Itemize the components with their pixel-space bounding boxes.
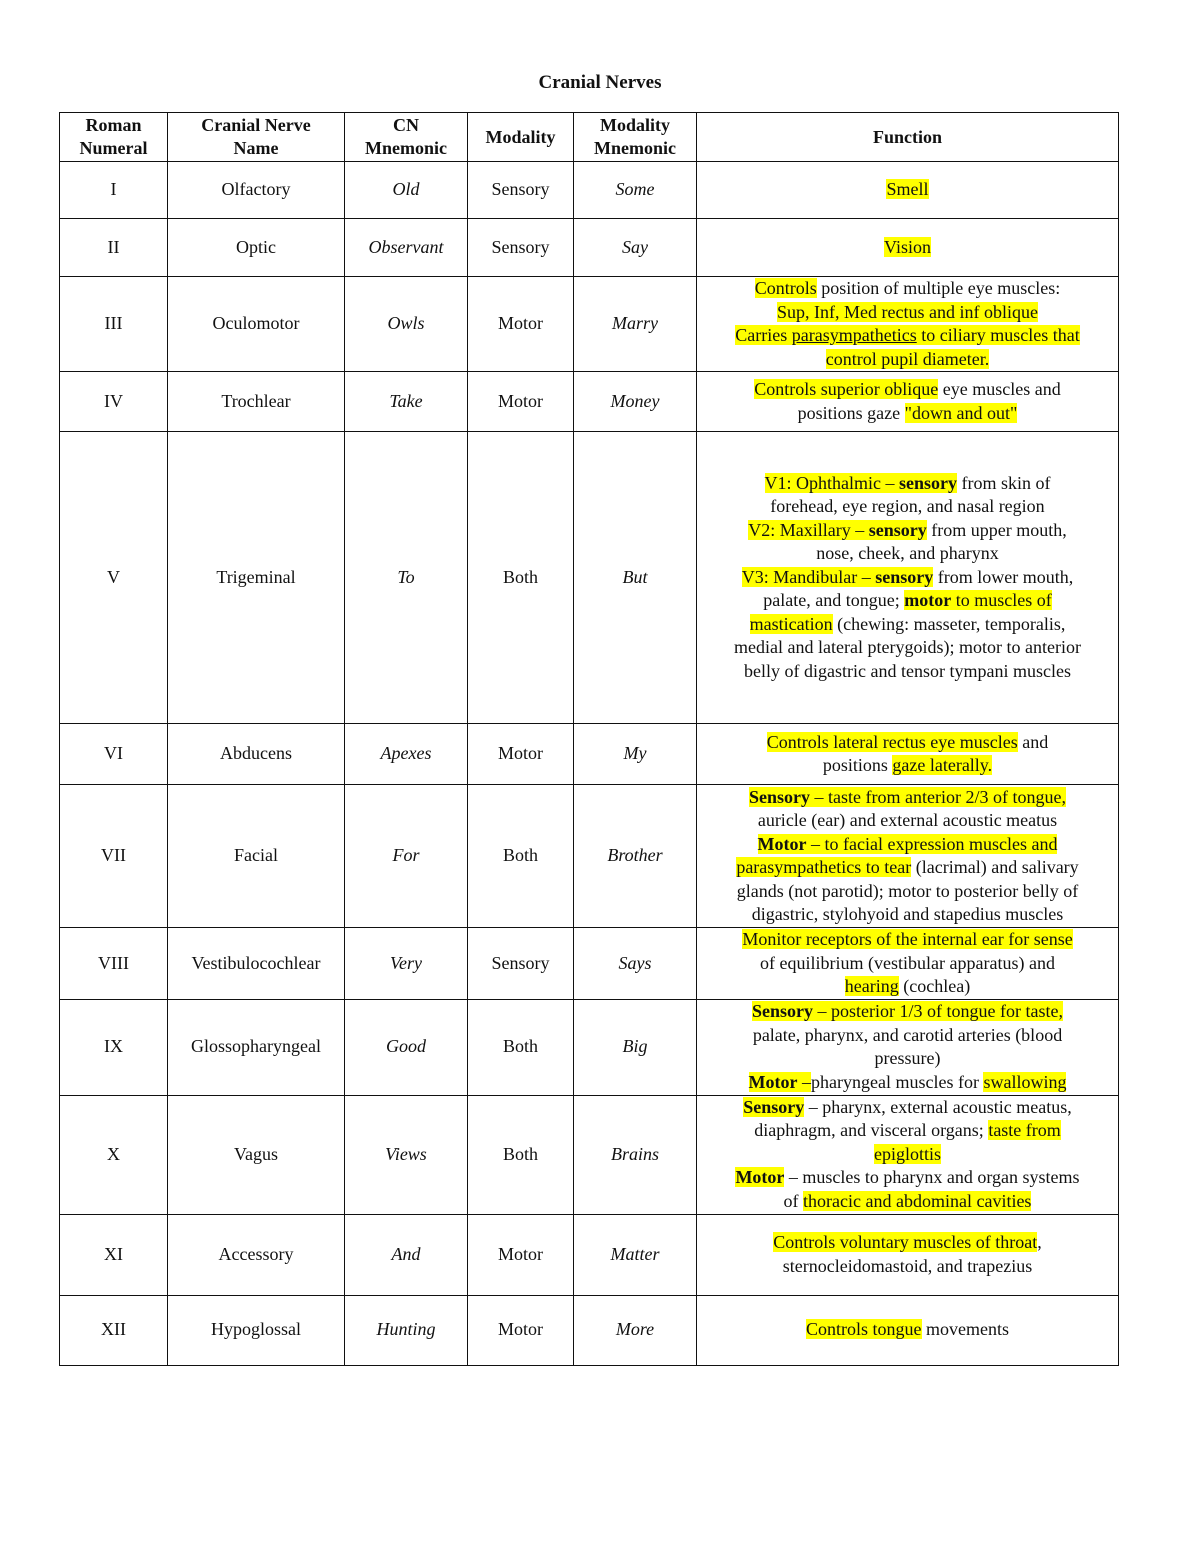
function-line (703, 613, 1112, 637)
highlighted-text: Sensory (749, 786, 811, 807)
highlighted-text: V1: Ophthalmic – (764, 472, 899, 493)
function-text: of (783, 1190, 804, 1211)
function-text: pharyngeal muscles for (811, 1071, 984, 1092)
function-line (703, 178, 1112, 202)
function-line (703, 472, 1112, 496)
highlighted-text: parasympathetics to tear (736, 857, 912, 877)
highlighted-text: Controls voluntary muscles of throat (773, 1232, 1038, 1252)
highlighted-text: sensory (898, 472, 957, 493)
header-cn-mnemonic (345, 113, 468, 162)
cell-roman-numeral: XI (60, 1214, 168, 1295)
function-text: sternocleidomastoid, and trapezius (782, 1255, 1033, 1276)
cell-nerve-name: Vestibulocochlear (168, 928, 345, 1000)
highlighted-text: – (797, 1071, 812, 1092)
highlighted-text: epiglottis (874, 1143, 941, 1164)
table-row (60, 1214, 1119, 1295)
function-line (703, 952, 1112, 976)
table-row (60, 162, 1119, 219)
header-modality-mnemonic (574, 113, 697, 162)
highlighted-text: swallowing (983, 1071, 1067, 1092)
cell-modality-mnemonic: Big (574, 999, 697, 1095)
highlighted-text: Vision (884, 236, 931, 257)
cell-modality-mnemonic: But (574, 432, 697, 724)
function-text: nose, cheek, and pharynx (816, 543, 999, 564)
function-line (703, 495, 1112, 519)
highlighted-text: V2: Maxillary – (748, 519, 869, 540)
function-text: positions (822, 755, 893, 775)
function-text: from upper mouth, (926, 519, 1067, 540)
cell-cn-mnemonic: Views (345, 1095, 468, 1214)
highlighted-text: Carries (735, 325, 792, 345)
cell-cn-mnemonic: Take (345, 372, 468, 432)
function-text: (chewing: masseter, temporalis, (832, 613, 1066, 634)
function-line (703, 1024, 1112, 1048)
function-line (703, 1318, 1112, 1342)
function-line (703, 833, 1112, 857)
cell-nerve-name: Abducens (168, 724, 345, 785)
cell-cn-mnemonic: Hunting (345, 1295, 468, 1365)
highlighted-text: Controls lateral rectus eye muscles (766, 731, 1018, 752)
table-row (60, 1095, 1119, 1214)
function-text: palate, pharynx, and carotid arteries (blood (752, 1024, 1063, 1045)
function-text: movements (921, 1319, 1009, 1340)
cell-modality-mnemonic: Says (574, 928, 697, 1000)
header-text: Mnemonic (365, 138, 447, 158)
function-text: – muscles to pharynx and organ systems (784, 1167, 1080, 1188)
function-line (703, 880, 1112, 904)
cell-modality-mnemonic: My (574, 724, 697, 785)
highlighted-text: to muscles of (951, 590, 1052, 611)
highlighted-text: – taste from anterior 2/3 of tongue, (810, 786, 1066, 807)
function-line (703, 542, 1112, 566)
function-line (703, 519, 1112, 543)
header-text: Function (872, 126, 942, 147)
header-text: Mnemonic (594, 138, 676, 158)
cell-nerve-name: Oculomotor (168, 277, 345, 372)
highlighted-text: Monitor receptors of the internal ear for sense (742, 929, 1073, 949)
cell-modality-mnemonic: Brains (574, 1095, 697, 1214)
function-line (703, 301, 1112, 325)
page-title: Cranial Nerves (538, 72, 662, 93)
header-modality (468, 113, 574, 162)
cell-nerve-name: Hypoglossal (168, 1295, 345, 1365)
cell-modality-mnemonic: Some (574, 162, 697, 219)
highlighted-text: parasympathetics (791, 325, 917, 345)
header-text: Numeral (79, 138, 148, 158)
function-text: and (1017, 731, 1049, 752)
function-line (703, 348, 1112, 372)
table-row (60, 1295, 1119, 1365)
highlighted-text: Sup, Inf, Med rectus and inf oblique (777, 301, 1038, 322)
cell-modality-mnemonic: Matter (574, 1214, 697, 1295)
cell-cn-mnemonic: Owls (345, 277, 468, 372)
cell-modality-mnemonic: Say (574, 219, 697, 277)
highlighted-text: Controls tongue (806, 1319, 922, 1340)
table-row (60, 372, 1119, 432)
header-text: CN (393, 115, 419, 135)
cell-modality-mnemonic: Money (574, 372, 697, 432)
function-text: palate, and tongue; (763, 590, 905, 611)
header-text: Modality (600, 115, 670, 135)
cell-function (697, 277, 1119, 372)
table-row (60, 785, 1119, 928)
cell-function (697, 1214, 1119, 1295)
highlighted-text: to ciliary muscles that (916, 325, 1080, 345)
cell-cn-mnemonic: And (345, 1214, 468, 1295)
cell-cn-mnemonic: To (345, 432, 468, 724)
cell-modality: Sensory (468, 928, 574, 1000)
header-roman-numeral (60, 113, 168, 162)
highlighted-text: sensory (875, 566, 934, 587)
table-row (60, 724, 1119, 785)
cell-function (697, 162, 1119, 219)
function-text: pressure) (874, 1048, 941, 1068)
function-line (703, 324, 1112, 348)
cell-function (697, 219, 1119, 277)
function-text: glands (not parotid); motor to posterior belly of (736, 880, 1079, 901)
function-line (703, 1231, 1112, 1255)
table-row (60, 999, 1119, 1095)
cell-modality: Both (468, 785, 574, 928)
function-text: forehead, eye region, and nasal region (770, 496, 1045, 517)
highlighted-text: Motor (757, 833, 807, 854)
highlighted-text: thoracic and abdominal cavities (803, 1190, 1032, 1211)
cell-roman-numeral: VI (60, 724, 168, 785)
highlighted-text: mastication (749, 613, 833, 634)
function-line (703, 1071, 1112, 1095)
cell-modality-mnemonic: More (574, 1295, 697, 1365)
highlighted-text: taste from (988, 1120, 1061, 1141)
highlighted-text: sensory (868, 519, 927, 540)
function-line (703, 1000, 1112, 1024)
function-line (703, 277, 1112, 301)
cell-modality-mnemonic: Marry (574, 277, 697, 372)
function-text: position of multiple eye muscles: (816, 278, 1061, 298)
cell-roman-numeral: III (60, 277, 168, 372)
function-line (703, 754, 1112, 778)
cell-roman-numeral: II (60, 219, 168, 277)
cell-roman-numeral: IX (60, 999, 168, 1095)
function-text: (cochlea) (898, 976, 971, 996)
table-row (60, 432, 1119, 724)
function-line (703, 1096, 1112, 1120)
function-text: from skin of (956, 472, 1051, 493)
function-text: positions gaze (797, 402, 905, 423)
cell-roman-numeral: XII (60, 1295, 168, 1365)
highlighted-text: Sensory (752, 1001, 814, 1021)
cell-modality-mnemonic: Brother (574, 785, 697, 928)
highlighted-text: hearing (844, 976, 899, 996)
cell-roman-numeral: IV (60, 372, 168, 432)
function-line (703, 402, 1112, 426)
highlighted-text: Smell (886, 179, 929, 200)
cell-function (697, 999, 1119, 1095)
cell-nerve-name: Optic (168, 219, 345, 277)
cell-function (697, 785, 1119, 928)
cell-nerve-name: Trochlear (168, 372, 345, 432)
table-row (60, 219, 1119, 277)
function-text: belly of digastric and tensor tympani muscles (744, 660, 1071, 681)
cell-cn-mnemonic: Observant (345, 219, 468, 277)
function-line (703, 1255, 1112, 1279)
cell-modality: Sensory (468, 162, 574, 219)
cell-cn-mnemonic: Old (345, 162, 468, 219)
header-cranial-nerve-name (168, 113, 345, 162)
function-line (703, 975, 1112, 999)
highlighted-text: – posterior 1/3 of tongue for taste, (813, 1001, 1063, 1021)
function-line (703, 903, 1112, 927)
cell-cn-mnemonic: Very (345, 928, 468, 1000)
cell-function (697, 372, 1119, 432)
header-text: Name (233, 138, 279, 158)
highlighted-text: Motor (748, 1071, 798, 1092)
table-body (60, 162, 1119, 1366)
cell-function (697, 1095, 1119, 1214)
cell-nerve-name: Accessory (168, 1214, 345, 1295)
function-line (703, 589, 1112, 613)
cell-cn-mnemonic: For (345, 785, 468, 928)
function-line (703, 660, 1112, 684)
function-text: from lower mouth, (933, 566, 1074, 587)
function-text: – pharynx, external acoustic meatus, (804, 1096, 1072, 1117)
function-line (703, 1143, 1112, 1167)
highlighted-text: Controls (754, 278, 817, 298)
function-text: , (1037, 1232, 1042, 1252)
function-line (703, 1047, 1112, 1071)
highlighted-text: gaze laterally. (892, 755, 993, 775)
function-text: diaphragm, and visceral organs; (754, 1120, 989, 1141)
function-line (703, 566, 1112, 590)
cell-nerve-name: Trigeminal (168, 432, 345, 724)
highlighted-text: – to facial expression muscles and (806, 833, 1058, 854)
cell-nerve-name: Glossopharyngeal (168, 999, 345, 1095)
header-text: Modality (485, 126, 556, 147)
cell-modality: Motor (468, 724, 574, 785)
highlighted-text: motor (904, 590, 952, 611)
cell-modality: Both (468, 999, 574, 1095)
highlighted-text: "down and out" (904, 402, 1018, 423)
cell-function (697, 724, 1119, 785)
function-line (703, 236, 1112, 260)
cell-function (697, 928, 1119, 1000)
header-text: Cranial Nerve (201, 115, 311, 135)
header-function (697, 113, 1119, 162)
function-text: of equilibrium (vestibular apparatus) and (760, 952, 1055, 973)
function-line (703, 1190, 1112, 1214)
header-row (60, 113, 1119, 162)
highlighted-text: Sensory (743, 1096, 805, 1117)
highlighted-text: V3: Mandibular – (741, 566, 876, 587)
cell-modality: Motor (468, 372, 574, 432)
function-line (703, 786, 1112, 810)
function-text: eye muscles and (938, 379, 1061, 399)
cell-function (697, 432, 1119, 724)
function-line (703, 809, 1112, 833)
cell-roman-numeral: VII (60, 785, 168, 928)
cell-modality: Motor (468, 277, 574, 372)
cell-modality: Both (468, 1095, 574, 1214)
cell-nerve-name: Vagus (168, 1095, 345, 1214)
cell-modality: Sensory (468, 219, 574, 277)
cell-cn-mnemonic: Apexes (345, 724, 468, 785)
cell-function (697, 1295, 1119, 1365)
function-line (703, 1166, 1112, 1190)
cell-roman-numeral: X (60, 1095, 168, 1214)
function-line (703, 731, 1112, 755)
header-text: Roman (85, 115, 142, 135)
highlighted-text: Motor (735, 1167, 785, 1188)
cell-nerve-name: Olfactory (168, 162, 345, 219)
cell-roman-numeral: VIII (60, 928, 168, 1000)
function-text: (lacrimal) and salivary (911, 857, 1079, 877)
function-text: medial and lateral pterygoids); motor to anterior (734, 637, 1081, 658)
cell-roman-numeral: V (60, 432, 168, 724)
cell-roman-numeral: I (60, 162, 168, 219)
cranial-nerves-table (59, 112, 1119, 1366)
cell-nerve-name: Facial (168, 785, 345, 928)
table-row (60, 928, 1119, 1000)
cell-modality: Motor (468, 1214, 574, 1295)
table-row (60, 277, 1119, 372)
cell-cn-mnemonic: Good (345, 999, 468, 1095)
function-line (703, 636, 1112, 660)
cell-modality: Motor (468, 1295, 574, 1365)
function-line (703, 1119, 1112, 1143)
function-line (703, 928, 1112, 952)
function-text: digastric, stylohyoid and stapedius muscles (751, 904, 1064, 924)
highlighted-text: Controls superior oblique (754, 379, 939, 399)
function-text: auricle (ear) and external acoustic meatus (757, 810, 1058, 830)
cell-modality: Both (468, 432, 574, 724)
function-line (703, 856, 1112, 880)
highlighted-text: control pupil diameter. (825, 348, 990, 369)
function-line (703, 378, 1112, 402)
